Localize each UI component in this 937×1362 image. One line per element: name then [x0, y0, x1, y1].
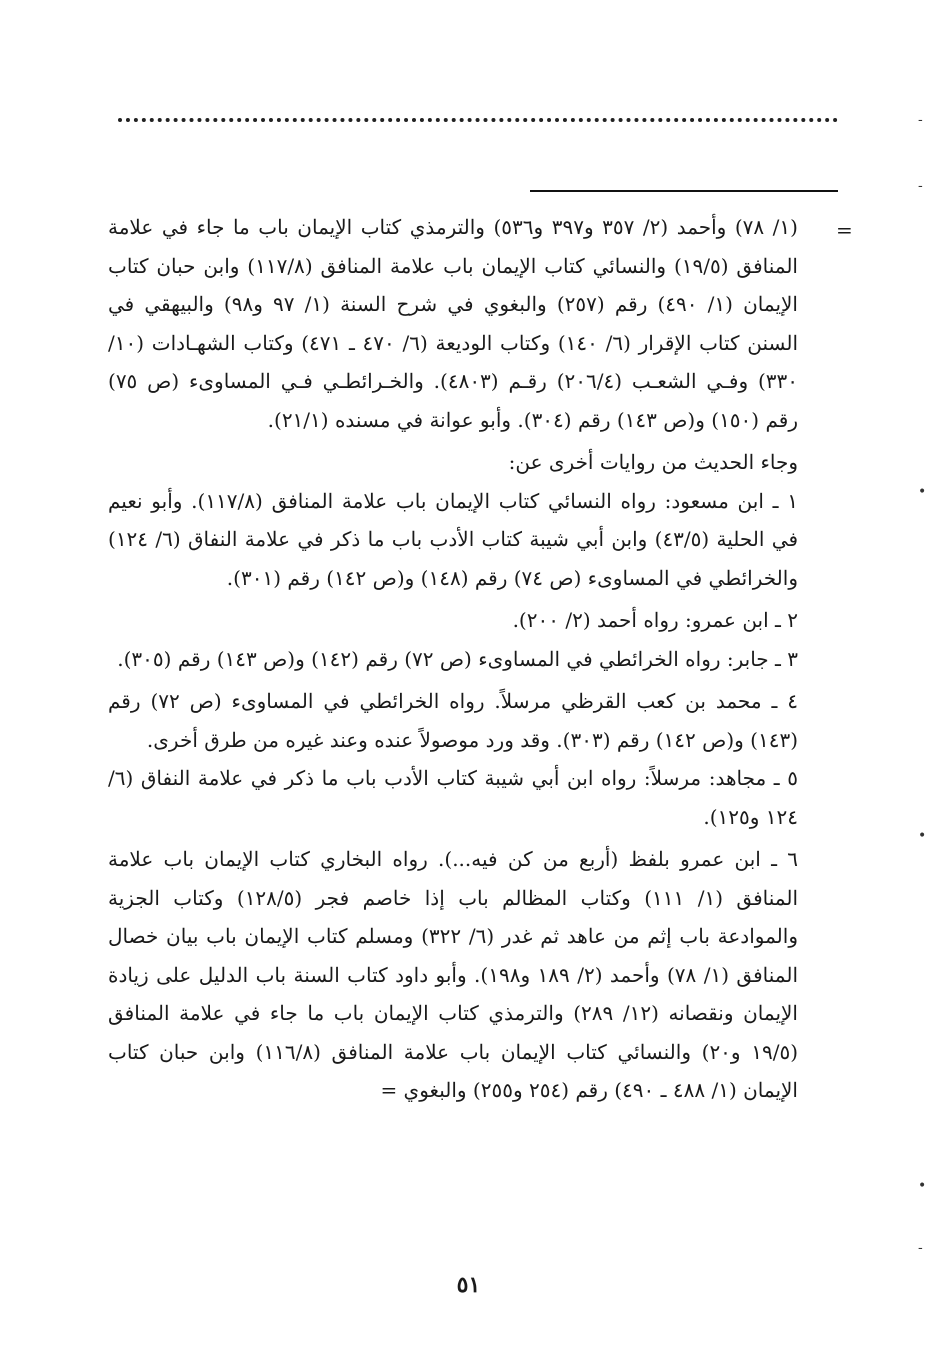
margin-mark: - — [918, 1240, 923, 1256]
page-number: ٥١ — [456, 1272, 481, 1298]
margin-mark: - — [918, 178, 923, 194]
margin-mark: • — [918, 828, 927, 844]
footnote-paragraph: ٥ ـ مجاهد: مرسلاً: رواه ابن أبي شيبة كتاب الأدب باب ما ذكر في علامة النفاق (٦/ ١٢٤ و١٢٥). — [108, 766, 798, 829]
footnote-paragraph: ١ ـ ابن مسعود: رواه النسائي كتاب الإيمان باب علامة المنافق (١١٧/٨). وأبو نعيم في الحلية (٤٣/٥) وابن أبي شيبة كتاب الأدب باب ما ذكر في علامة النفاق (٦/ ١٢٤) والخرائطي في المساوىء (ص ٧٤) رقم (١٤٨) و(ص ١٤٢) رقم (٣٠١). — [108, 488, 799, 590]
footnote-paragraph: (١/ ٧٨) وأحمد (٢/ ٣٥٧ و٣٩٧ و٥٣٦) والترمذي كتاب الإيمان باب ما جاء في علامة المنافق (١٩/٥) والنسائي كتاب الإيمان باب علامة المنافق (١١٧/٨) وابن حبان كتاب الإيمان (١/ ٤٩٠) رقم (٢٥٧) والبغوي في شرح السنة (١/ ٩٧ و٩٨) والبيهقي في السنن كتاب الإقرار (٦/ ١٤٠) وكتاب الوديعة (٦/ ٤٧٠ ـ ٤٧١) وكتاب الشهـادات (١٠/ ٣٣٠) وفـي الشعـب (٢٠٦/٤) رقـم (٤٨٠٣). والخـرائطـي فـي المساوىء (ص ٧٥) رقم (١٥٠) و(ص ١٤٣) رقم (٣٠٤). وأبو عوانة في مسنده (٢١/١). — [108, 215, 799, 432]
margin-mark: • — [918, 484, 927, 500]
footnote-rule — [530, 190, 838, 192]
dotted-separator — [118, 118, 838, 122]
footnote-paragraph: ٤ ـ محمد بن كعب القرظي مرسلاً. رواه الخرائطي في المساوىء (ص ٧٢) رقم (١٤٣) و(ص ١٤٢) رقم (٣٠٣). وقد ورد موصولاً عنده وعند غيره من طرق أخرى. — [108, 689, 798, 752]
footnote-body — [108, 208, 798, 1110]
margin-mark: - — [918, 112, 923, 128]
continuation-mark: = — [836, 218, 853, 242]
margin-mark: • — [918, 1178, 927, 1194]
footnote-paragraph: وجاء الحديث من روايات أخرى عن: — [508, 450, 798, 474]
footnote-paragraph: ٣ ـ جابر: رواه الخرائطي في المساوىء (ص ٧٢) رقم (١٤٢) و(ص ١٤٣) رقم (٣٠٥). — [117, 646, 798, 671]
footnote-paragraph: ٦ ـ ابن عمرو بلفظ (أربع من كن فيه...). رواه البخاري كتاب الإيمان باب علامة المنافق (١/ ١١١) وكتاب المظالم باب إذا خاصم فجر (١٢٨/٥) وكتاب الجزية والموادعة باب إثم من عاهد ثم غدر (٦/ ٣٢٢) ومسلم كتاب الإيمان باب بيان خصال المنافق (١/ ٧٨) وأحمد (٢/ ١٨٩ و١٩٨). وأبو داود كتاب السنة باب الدليل على زيادة الإيمان ونقصانه (١٢/ ٢٨٩) والترمذي كتاب الإيمان باب ما جاء في علامة المنافق (١٩/٥ و٢٠) والنسائي كتاب الإيمان باب علامة المنافق (١١٦/٨) وابن حبان كتاب الإيمان (١/ ٤٨٨ ـ ٤٩٠) رقم (٢٥٤ و٢٥٥) والبغوي = — [108, 847, 799, 1102]
footnote-paragraph: ٢ ـ ابن عمرو: رواه أحمد (٢/ ٢٠٠). — [512, 608, 798, 632]
